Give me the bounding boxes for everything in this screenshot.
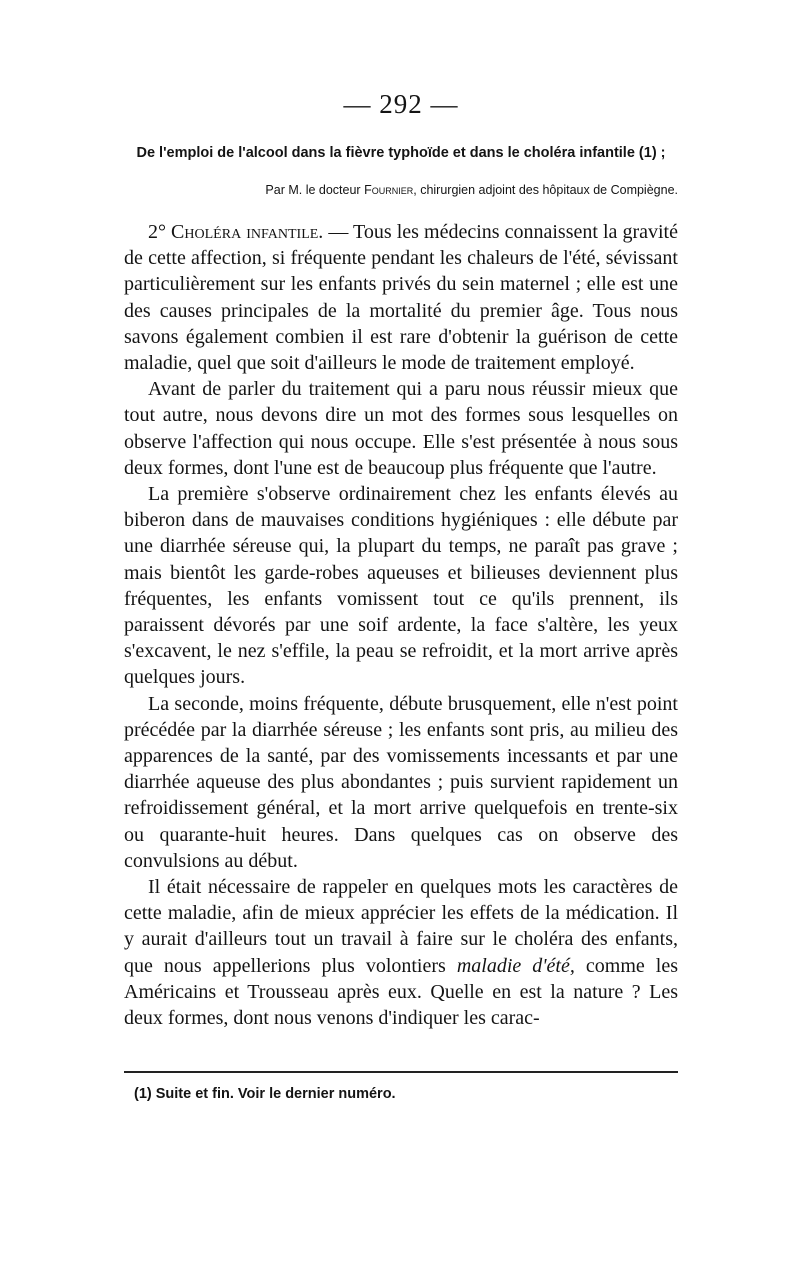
- article-body: [124, 219, 678, 1031]
- author-prefix: Par M. le docteur: [265, 183, 361, 197]
- paragraph-2: Avant de parler du traitement qui a paru nous réussir mieux que tout autre, nous devons dire un mot des formes sous lesquelles on observe l'affection qui nous occupe. Elle s'est présentée à nous sous deux formes, dont l'une est de beaucoup plus fréquente que l'autre.: [124, 378, 678, 479]
- footnote: (1) Suite et fin. Voir le dernier numéro.: [134, 1086, 396, 1102]
- author-line: [124, 181, 678, 199]
- page-content: [124, 86, 678, 1031]
- footnote-divider: [124, 1071, 678, 1073]
- author-suffix: chirurgien adjoint des hôpitaux de Compiègne.: [420, 183, 678, 197]
- paragraph-5-italic: maladie d'été,: [456, 954, 575, 977]
- section-heading: 2° Choléra infantile.: [148, 221, 324, 243]
- article-title: De l'emploi de l'alcool dans la fièvre typhoïde et dans le choléra infantile (1) ;: [136, 145, 666, 161]
- paragraph-5: [124, 874, 678, 1031]
- paragraph-5-end: comme les Américains et Trousseau après eux. Quelle en est la nature ? Les deux formes, dont nous venons d'indiquer les carac-: [124, 954, 678, 1030]
- paragraph-1-text: — Tous les médecins connaissent la gravité de cette affection, si fréquente pendant les chaleurs de l'été, sévissant particulièrement sur les enfants privés du sein maternel ; elle est une des causes principales de la mortalité du premier âge. Tous nous savons également combien il est rare d'obtenir la guérison de cette maladie, quel que soit d'ailleurs le mode de traitement employé.: [124, 221, 678, 375]
- paragraph-3: La première s'observe ordinairement chez les enfants élevés au biberon dans de mauvaises conditions hygiéniques : elle débute par une diarrhée séreuse qui, la plupart du temps, ne paraît pas grave ; mais bientôt les garde-robes aqueuses et bilieuses deviennent plus fréquentes, les enfants vomissent tout ce qu'ils prennent, ils paraissent dévorés par une soif ardente, la face s'altère, les yeux s'excavent, le nez s'effile, la peau se refroidit, et la mort arrive après quelques jours.: [124, 483, 678, 689]
- page-number: — 292 —: [343, 89, 459, 119]
- paragraph-1: [124, 219, 678, 376]
- author-name: Fournier,: [364, 183, 417, 197]
- paragraph-5-start: Il était nécessaire de rappeler en quelques mots les caractères de cette maladie, afin de mieux apprécier les effets de la médication. Il y aurait d'ailleurs tout un travail à faire sur le choléra des enfants, que nous appellerions plus volontiers: [124, 876, 678, 977]
- paragraph-4: La seconde, moins fréquente, débute brusquement, elle n'est point précédée par la diarrhée séreuse ; les enfants sont pris, au milieu des apparences de la santé, par des vomissements incessants et par une diarrhée aqueuse des plus abondantes ; puis survient rapidement un refroidissement général, et la mort arrive quelquefois en trente-six ou quarante-huit heures. Dans quelques cas on observe des convulsions au début.: [124, 692, 678, 872]
